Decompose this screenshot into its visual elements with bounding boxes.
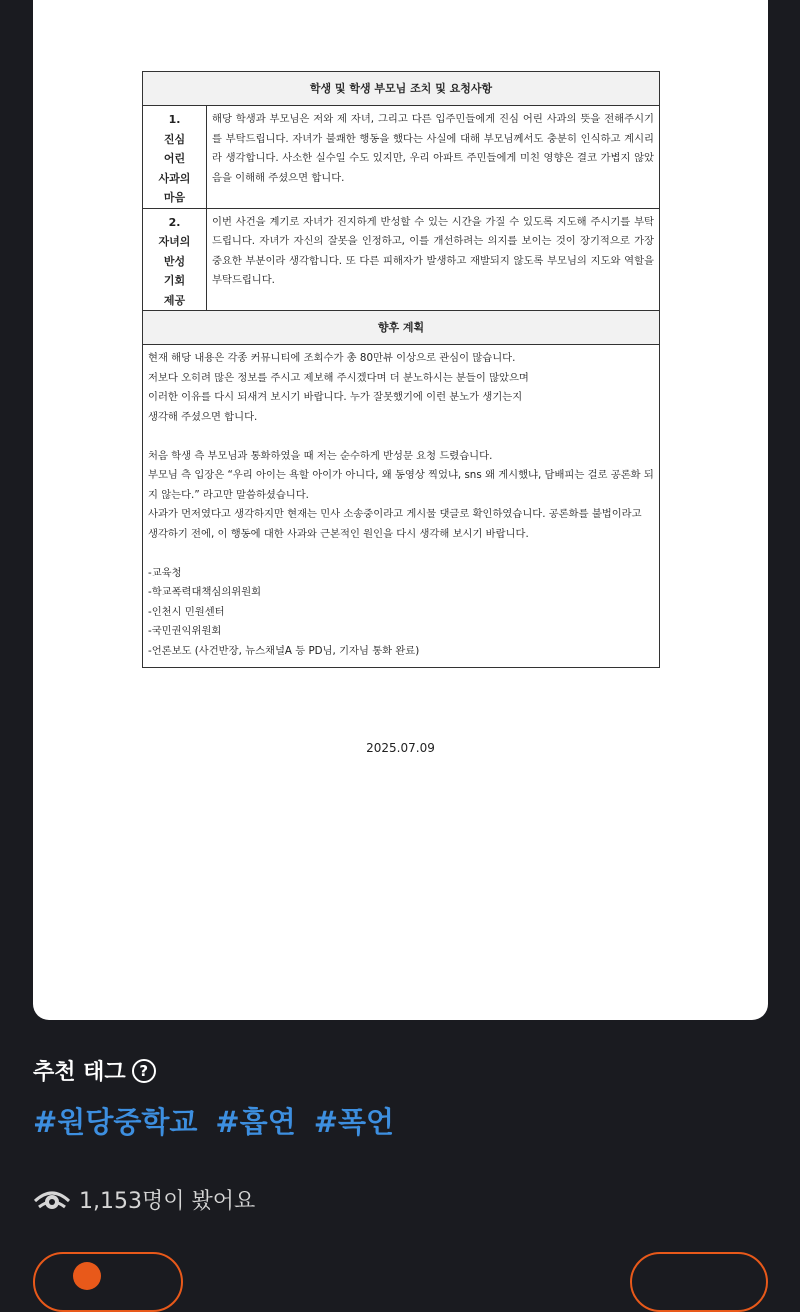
label-line: 자녀의 xyxy=(158,235,191,248)
plan-line: -언론보도 (사건반장, 뉴스채널A 등 PD님, 기자님 통화 완료) xyxy=(148,644,420,657)
plan-body xyxy=(143,345,659,667)
plan-line: -교육청 xyxy=(148,566,182,579)
recommended-tags-title: 추천 태그 xyxy=(33,1060,126,1085)
label-line: 어린 xyxy=(163,152,186,165)
plan-line: -국민권익위원회 xyxy=(148,625,222,637)
row-label xyxy=(143,106,207,208)
row-label xyxy=(143,209,207,311)
plan-line: 처음 학생 측 부모님과 통화하였을 때 저는 순수하게 반성문 요청 드렸습니다. xyxy=(148,449,493,462)
tag-link[interactable]: #폭언 xyxy=(313,1105,395,1139)
tag-list xyxy=(33,1100,394,1141)
share-button[interactable] xyxy=(630,1252,768,1312)
row-text: 해당 학생과 부모님은 저와 제 자녀, 그리고 다른 입주민들에게 진심 어린 사과의 뜻을 전해주시기를 부탁드립니다. 자녀가 불쾌한 행동을 했다는 사실에 대해 부모님께서도 충분히 인식하고 계시리라 생각합니다. 사소한 실수일 수도 있지만, 우리 아파트 주민들에게 미친 영향은 결코 가볍지 않았음을 이해해 주셨으면 합니다. xyxy=(212,113,654,184)
plan-line: 사과가 먼저였다고 생각하지만 현재는 민사 소송중이라고 게시물 댓글로 확인하였습니다. 공론화를 불법이라고 생각하기 전에, 이 행동에 대한 사과와 근본적인 원인을 다시 생각해 보시기 바랍니다. xyxy=(148,508,642,540)
tag-link[interactable]: #흡연 xyxy=(215,1105,296,1139)
eye-icon xyxy=(33,1185,71,1215)
like-button[interactable] xyxy=(33,1252,183,1312)
view-count xyxy=(33,1184,255,1215)
label-line: 진심 xyxy=(163,132,186,146)
plan-line: 부모님 측 입장은 “우리 아이는 욕할 아이가 아니다, 왜 동영상 찍었냐, sns 왜 게시했냐, 담배피는 걸로 공론화 되지 않는다.” 라고만 말씀하셨습니다. xyxy=(148,469,654,501)
table-row xyxy=(143,209,659,312)
help-icon[interactable]: ? xyxy=(132,1059,156,1083)
view-count-text: 1,153명이 봤어요 xyxy=(79,1189,256,1214)
label-line: 기회 xyxy=(163,274,186,287)
label-line: 제공 xyxy=(163,293,186,307)
document-date: 2025.07.09 xyxy=(366,741,435,755)
tag-link[interactable]: #원당중학교 xyxy=(33,1105,198,1139)
post-image-card xyxy=(33,0,768,1020)
plan-line: -학교폭력대책심의위원회 xyxy=(148,586,262,598)
plan-header: 향후 계획 xyxy=(143,311,659,345)
label-line: 2. xyxy=(168,215,181,229)
plan-line: 생각해 주셨으면 합니다. xyxy=(148,410,258,423)
plan-line: 현재 해당 내용은 각종 커뮤니티에 조회수가 총 80만뷰 이상으로 관심이 많습니다. xyxy=(148,352,516,364)
table-row xyxy=(143,106,659,209)
row-text: 이번 사건을 계기로 자녀가 진지하게 반성할 수 있는 시간을 가질 수 있도록 지도해 주시기를 부탁드립니다. 자녀가 자신의 잘못을 인정하고, 이를 개선하려는 의지를 보이는 것이 장기적으로 가장 중요한 부분이라 생각합니다. 또 다른 피해자가 발생하고 재발되지 않도록 부모님의 지도와 역할을 부탁드립니다. xyxy=(212,215,654,286)
label-line: 사과의 xyxy=(158,171,191,185)
label-line: 마음 xyxy=(163,191,186,204)
plan-line: 저보다 오히려 많은 정보를 주시고 제보해 주시겠다며 더 분노하시는 분들이 많았으며 xyxy=(148,371,529,384)
plan-line: 이러한 이유를 다시 되새겨 보시기 바랍니다. 누가 잘못했기에 이런 분노가 생기는지 xyxy=(148,391,523,403)
recommended-tags-heading xyxy=(33,1055,156,1086)
label-line: 1. xyxy=(168,113,181,126)
document-header: 학생 및 학생 부모님 조치 및 요청사항 xyxy=(143,72,659,106)
plan-line: -인천시 민원센터 xyxy=(148,605,225,618)
label-line: 반성 xyxy=(163,254,186,268)
document-table xyxy=(142,71,660,668)
like-icon xyxy=(73,1262,101,1290)
